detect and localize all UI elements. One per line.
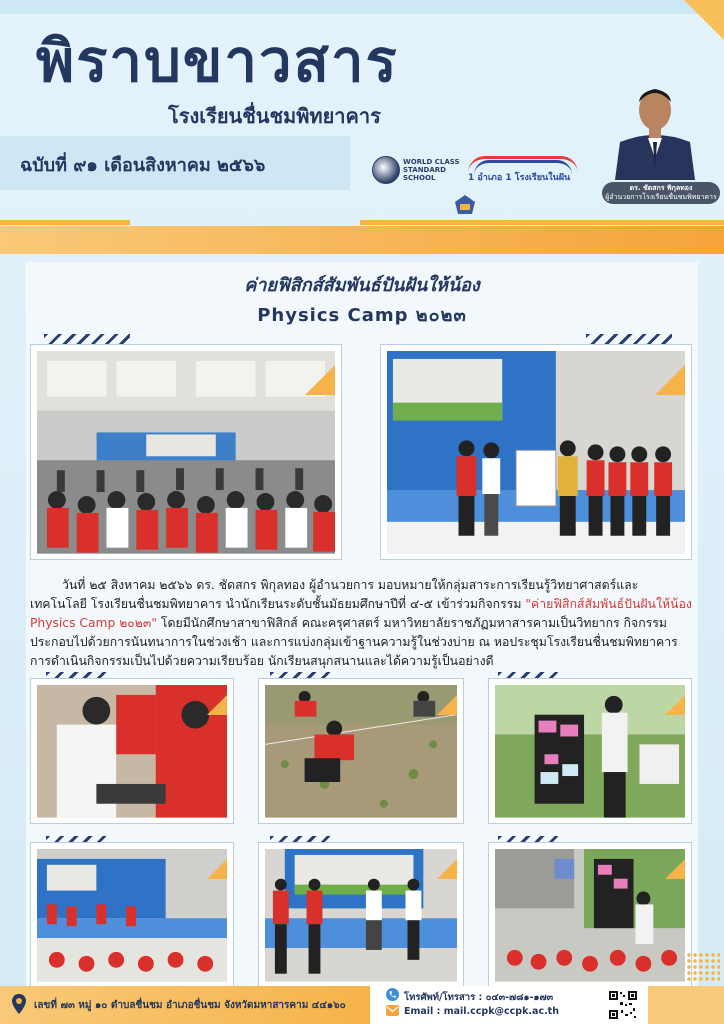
- photo-card: [258, 678, 464, 824]
- orange-divider-right: [360, 220, 724, 225]
- photo-corner-accent: [207, 695, 227, 715]
- director-title: ผู้อำนวยการโรงเรียนชื่นชมพิทยาคาร: [605, 193, 717, 201]
- article-body: [30, 576, 694, 671]
- footer-address: เลขที่ ๗๓ หมู่ ๑๐ ตำบลชื่นชม อำเภอชื่นชม จังหวัดมหาสารคาม ๔๔๑๖๐: [34, 1000, 346, 1011]
- corner-decoration: [684, 0, 724, 40]
- photo-card: [380, 344, 692, 560]
- school-name: โรงเรียนชื่นชมพิทยาคาร: [168, 104, 381, 128]
- photo-corner-accent: [665, 695, 685, 715]
- header-top-band: [0, 0, 724, 14]
- article-headline: ค่ายฟิสิกส์สัมพันธ์ปันฝันให้น้อง: [244, 275, 480, 296]
- photo-card: [30, 344, 342, 560]
- issue-number: ฉบับที่ ๙๑ เดือนสิงหาคม ๒๕๖๖: [20, 155, 266, 176]
- photo-corner-accent: [665, 859, 685, 879]
- photo-corner-accent: [305, 365, 335, 395]
- director-name: ดร. ชัดสกร พิกุลทอง: [629, 184, 693, 192]
- photo-poster-board: [495, 685, 685, 818]
- orange-divider-left: [0, 220, 130, 225]
- globe-icon: [372, 156, 400, 184]
- footer-email: Email : mail.ccpk@ccpk.ac.th: [404, 1006, 559, 1017]
- photo-card: [30, 842, 234, 988]
- photo-corner-accent: [207, 859, 227, 879]
- director-name-tag: [602, 182, 720, 204]
- newsletter-title: พิราบขาวสาร: [36, 27, 399, 95]
- qr-code-icon[interactable]: [608, 990, 638, 1020]
- photo-card: [488, 842, 692, 988]
- article-body-highlight: "ค่ายฟิสิกส์สัมพันธ์ปันฝันให้น้อง Physics Camp ๒๐๒๓": [30, 597, 692, 630]
- dot-pattern-decoration: [686, 952, 720, 982]
- photo-card: [488, 678, 692, 824]
- article-body-part1: วันที่ ๒๕ สิงหาคม ๒๕๖๖ ดร. ชัดสกร พิกุลทอง ผู้อำนวยการ มอบหมายให้กลุ่มสาระการเรียนรู้วิทยาศาสตร์และเทคโนโลยี โรงเรียนชื่นชมพิทยาคาร นำนักเรียนระดับชั้นมัธยมศึกษาปีที่ ๔-๕ เข้าร่วมกิจกรรม: [30, 578, 639, 611]
- one-district-label: 1 อำเภอ 1 โรงเรียนในฝัน: [468, 173, 571, 183]
- photo-outdoor-field: [265, 685, 457, 818]
- photo-activity-table: [37, 685, 227, 818]
- logo-group: [372, 152, 582, 222]
- photo-stage-presentation: [387, 351, 685, 554]
- world-class-logo: [372, 156, 463, 184]
- location-pin-icon: [12, 994, 26, 1014]
- phone-icon: [386, 988, 399, 1001]
- one-district-logo: [468, 156, 578, 184]
- orange-header-stripe: [0, 226, 724, 254]
- world-class-label: WORLD CLASS STANDARD SCHOOL: [403, 158, 460, 182]
- photo-stage-group: [265, 849, 457, 982]
- photo-corner-accent: [437, 859, 457, 879]
- photo-corner-accent: [655, 365, 685, 395]
- photo-booth-crowd: [495, 849, 685, 982]
- photo-hall-wide: [37, 849, 227, 982]
- mail-icon: [386, 1005, 399, 1016]
- photo-card: [30, 678, 234, 824]
- director-photo: [610, 80, 700, 180]
- photo-card: [258, 842, 464, 988]
- school-crest-icon: [454, 194, 476, 216]
- footer-phone: โทรศัพท์/โทรสาร : ๐๔๓-๗๘๑-๑๗๓: [404, 992, 554, 1003]
- footer-accent: [648, 986, 724, 1024]
- article-headline-en: Physics Camp ๒๐๒๓: [257, 305, 467, 326]
- article-body-part2: โดยมีนักศึกษาสาขาฟิสิกส์ คณะครุศาสตร์ มหาวิทยาลัยราชภัฏมหาสารคามเป็นวิทยากร กิจกรรมประกอบไปด้วยการนันทนาการในช่วงเช้า และการแบ่งกลุ่มเข้าฐานความรู้ในช่วงบ่าย ณ หอประชุมโรงเรียนชื่นชมพิทยาคาร การดำเนินกิจกรรมเป็นไปด้วยความเรียบร้อย นักเรียนสนุกสนานและได้ความรู้เป็นอย่างดี: [30, 616, 678, 668]
- photo-corner-accent: [437, 695, 457, 715]
- photo-hall-crowd: [37, 351, 335, 554]
